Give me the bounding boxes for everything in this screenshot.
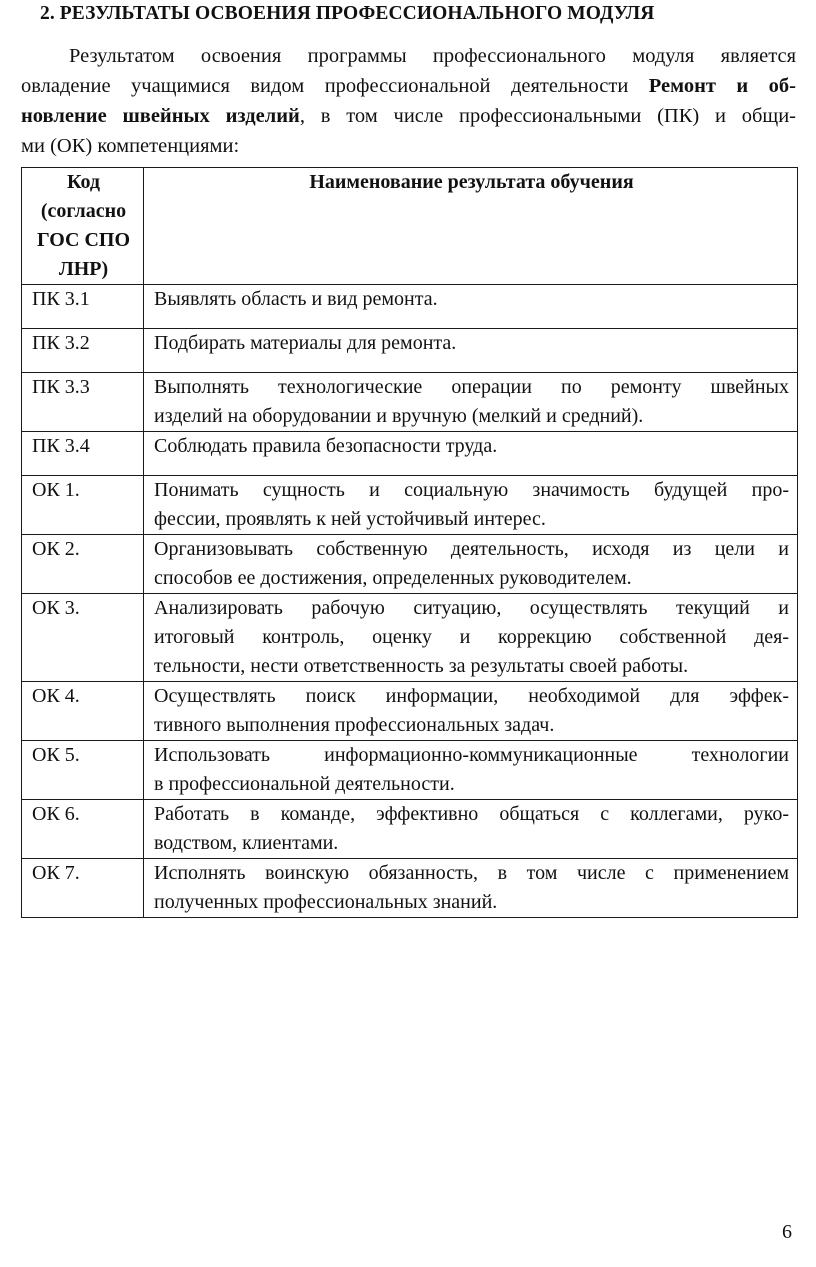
- header-code-line: ЛНР): [58, 258, 109, 280]
- table-row: [22, 373, 798, 432]
- competencies-table: [21, 167, 798, 918]
- competency-description: [144, 329, 798, 373]
- competency-description: [144, 741, 798, 800]
- intro-line-3: [21, 101, 796, 131]
- table-row: [22, 285, 798, 329]
- intro-line-2-text: овладение учащимися видом профессиональной деятельности: [21, 75, 649, 97]
- competency-code: ОК 5.: [22, 741, 144, 800]
- description-line: итоговый контроль, оценку и коррекцию собственной дея-: [154, 626, 789, 648]
- table-row: [22, 535, 798, 594]
- table-row: [22, 594, 798, 682]
- description-line: фессии, проявлять к ней устойчивый интерес.: [154, 508, 546, 530]
- description-line: Использовать информационно-коммуникационные технологии: [154, 744, 789, 766]
- intro-line-3-text: , в том числе профессиональными (ПК) и общи-: [299, 105, 796, 127]
- competency-code: ПК 3.1: [22, 285, 144, 329]
- table-row: [22, 859, 798, 918]
- intro-line-1: Результатом освоения программы профессионального модуля является: [69, 45, 796, 67]
- table-body: [22, 285, 798, 918]
- intro-line-2: [21, 71, 796, 101]
- competency-code: ОК 4.: [22, 682, 144, 741]
- description-line: Анализировать рабочую ситуацию, осуществлять текущий и: [154, 597, 789, 619]
- competency-description: [144, 535, 798, 594]
- header-code-line: ГОС СПО: [36, 229, 131, 251]
- intro-paragraph: [21, 41, 796, 161]
- competency-code: ПК 3.3: [22, 373, 144, 432]
- competency-description: [144, 682, 798, 741]
- competency-description: [144, 476, 798, 535]
- header-code-line: Код: [66, 171, 101, 193]
- table-row: [22, 432, 798, 476]
- section-heading: 2. РЕЗУЛЬТАТЫ ОСВОЕНИЯ ПРОФЕССИОНАЛЬНОГО МОДУЛЯ: [40, 3, 655, 24]
- table-row: [22, 476, 798, 535]
- competency-code: ОК 7.: [22, 859, 144, 918]
- description-line: Осуществлять поиск информации, необходимой для эффек-: [154, 685, 789, 707]
- description-line: Организовывать собственную деятельность, исходя из цели и: [154, 538, 789, 560]
- intro-line-4: ми (ОК) компетенциями:: [21, 135, 240, 157]
- description-line: Понимать сущность и социальную значимость будущей про-: [154, 479, 789, 501]
- description-line: Работать в команде, эффективно общаться с коллегами, руко-: [154, 803, 789, 825]
- header-name: Наименование результата обучения: [144, 168, 798, 285]
- competency-code: ПК 3.2: [22, 329, 144, 373]
- table-header-row: [22, 168, 798, 285]
- description-line: водством, клиентами.: [154, 832, 339, 854]
- competency-code: ОК 1.: [22, 476, 144, 535]
- intro-line-3-bold: новление швейных изделий: [21, 105, 300, 127]
- description-line: Исполнять воинскую обязанность, в том числе с применением: [154, 862, 789, 884]
- competency-description: [144, 800, 798, 859]
- description-line: Выявлять область и вид ремонта.: [154, 288, 438, 310]
- description-line: изделий на оборудовании и вручную (мелкий и средний).: [154, 405, 644, 427]
- table-row: [22, 741, 798, 800]
- competency-description: [144, 859, 798, 918]
- table-row: [22, 682, 798, 741]
- page-number: 6: [782, 1221, 792, 1243]
- header-code: [22, 168, 144, 285]
- competency-code: ПК 3.4: [22, 432, 144, 476]
- competency-description: [144, 285, 798, 329]
- competency-code: ОК 6.: [22, 800, 144, 859]
- description-line: Соблюдать правила безопасности труда.: [154, 435, 498, 457]
- description-line: тельности, нести ответственность за результаты своей работы.: [154, 655, 689, 677]
- description-line: Выполнять технологические операции по ремонту швейных: [154, 376, 789, 398]
- competency-description: [144, 432, 798, 476]
- description-line: Подбирать материалы для ремонта.: [154, 332, 457, 354]
- competency-description: [144, 594, 798, 682]
- header-code-line: (согласно: [40, 200, 127, 222]
- table-row: [22, 329, 798, 373]
- description-line: в профессиональной деятельности.: [154, 773, 455, 795]
- intro-line-2-bold: Ремонт и об-: [648, 75, 796, 97]
- table-row: [22, 800, 798, 859]
- competency-description: [144, 373, 798, 432]
- description-line: полученных профессиональных знаний.: [154, 891, 498, 913]
- description-line: тивного выполнения профессиональных задач.: [154, 714, 555, 736]
- description-line: способов ее достижения, определенных руководителем.: [154, 567, 632, 589]
- competency-code: ОК 3.: [22, 594, 144, 682]
- competency-code: ОК 2.: [22, 535, 144, 594]
